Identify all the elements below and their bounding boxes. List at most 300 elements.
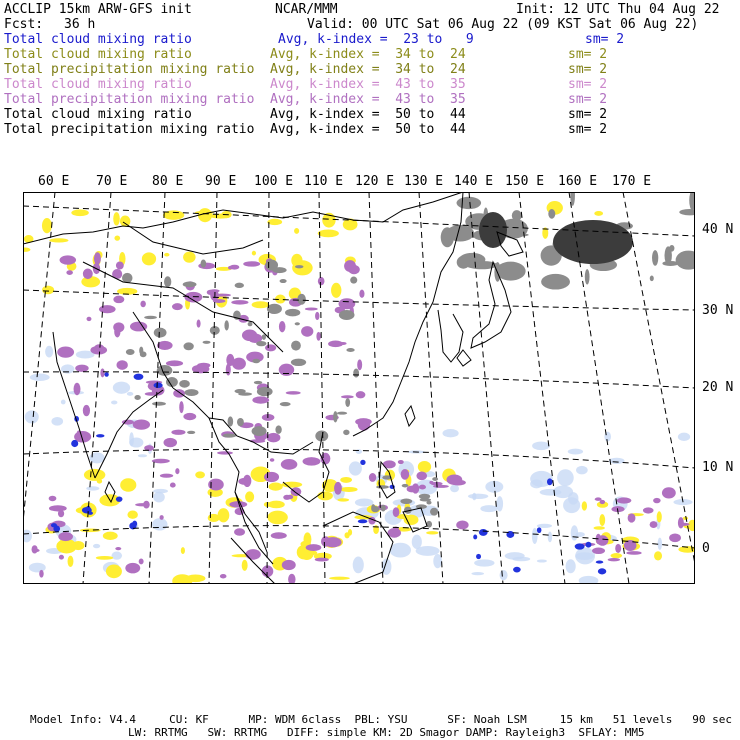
light-blue-cloud-patch (468, 494, 488, 499)
gray-cloud-patch (187, 431, 195, 434)
yellow-precip-patch (404, 515, 419, 525)
purple-precip-patch (626, 551, 641, 555)
gray-cloud-patch (432, 477, 438, 481)
yellow-precip-patch (120, 478, 136, 491)
light-blue-cloud-patch (579, 576, 599, 584)
purple-precip-patch (271, 532, 287, 539)
gray-cloud-patch (548, 209, 555, 219)
purple-precip-patch (59, 555, 64, 560)
purple-precip-patch (669, 534, 681, 543)
light-blue-cloud-patch (93, 544, 100, 548)
light-blue-cloud-patch (540, 489, 562, 496)
field-smoothing: sm= 2 (568, 77, 608, 92)
blue-cloud-speck (360, 460, 365, 465)
purple-precip-patch (60, 255, 77, 264)
light-blue-cloud-patch (557, 469, 574, 486)
gray-cloud-patch (184, 389, 198, 396)
purple-precip-patch (265, 344, 276, 351)
light-blue-cloud-patch (443, 429, 459, 437)
purple-precip-patch (286, 391, 301, 395)
purple-precip-patch (226, 364, 231, 376)
yellow-precip-patch (268, 501, 285, 509)
purple-precip-patch (267, 433, 281, 442)
blue-cloud-speck (154, 383, 163, 388)
gray-cloud-patch (238, 392, 252, 395)
yellow-precip-patch (71, 209, 89, 216)
gray-cloud-patch (235, 283, 244, 288)
purple-precip-patch (166, 360, 183, 366)
lon-label: 70 E (96, 174, 128, 189)
purple-precip-patch (133, 419, 150, 429)
purple-precip-patch (318, 277, 325, 285)
yellow-precip-patch (329, 577, 350, 580)
purple-precip-patch (57, 347, 74, 358)
yellow-precip-patch (113, 212, 120, 225)
gray-cloud-patch (252, 426, 267, 436)
blue-cloud-speck (96, 434, 104, 437)
light-blue-cloud-patch (604, 432, 611, 442)
purple-precip-patch (341, 395, 354, 398)
map-panel (23, 192, 695, 584)
light-blue-cloud-patch (480, 505, 497, 512)
purple-precip-patch (334, 482, 342, 495)
purple-precip-patch (305, 307, 318, 310)
yellow-precip-patch (657, 511, 662, 522)
yellow-precip-patch (127, 511, 137, 519)
purple-precip-patch (653, 498, 661, 503)
yellow-precip-patch (183, 252, 196, 263)
gray-cloud-patch (126, 349, 135, 355)
gray-cloud-patch (291, 359, 306, 366)
purple-precip-patch (393, 507, 400, 517)
purple-precip-patch (170, 483, 176, 488)
gray-cloud-patch (285, 309, 300, 317)
yellow-precip-patch (267, 219, 282, 225)
purple-precip-patch (401, 469, 409, 480)
yellow-precip-patch (114, 235, 120, 240)
yellow-precip-patch (282, 482, 303, 488)
field-layer (23, 192, 695, 584)
light-blue-cloud-patch (678, 433, 690, 441)
purple-precip-patch (163, 438, 177, 447)
lon-label: 170 E (612, 174, 652, 189)
yellow-precip-patch (340, 477, 352, 483)
purple-precip-patch (173, 389, 185, 398)
field-k-index-range: Avg, k-index = 43 to 35 (270, 77, 466, 92)
gray-cloud-patch (446, 225, 474, 242)
light-blue-cloud-patch (471, 572, 484, 575)
light-blue-cloud-patch (29, 563, 46, 573)
gray-cloud-patch (400, 499, 412, 504)
purple-precip-patch (281, 459, 298, 470)
yellow-precip-patch (688, 520, 695, 531)
purple-precip-patch (75, 365, 88, 372)
lat-label: 30 N (702, 303, 734, 318)
blue-cloud-speck (547, 478, 553, 485)
gray-cloud-patch (652, 250, 658, 266)
yellow-precip-patch (318, 230, 339, 238)
blue-cloud-speck (51, 523, 57, 527)
lon-label: 90 E (205, 174, 237, 189)
purple-precip-patch (215, 294, 231, 297)
light-blue-cloud-patch (500, 570, 508, 580)
gray-cloud-patch (337, 412, 347, 415)
gray-cloud-patch (265, 260, 278, 271)
purple-precip-patch (39, 570, 43, 578)
gray-cloud-patch (333, 411, 338, 422)
blue-cloud-speck (479, 529, 488, 536)
purple-precip-patch (83, 269, 93, 280)
blue-cloud-speck (575, 543, 585, 549)
gray-cloud-patch (650, 276, 654, 282)
gray-cloud-patch (228, 416, 234, 426)
gray-cloud-patch (541, 274, 570, 290)
light-blue-cloud-patch (609, 458, 625, 464)
gray-cloud-patch (237, 418, 244, 426)
gray-cloud-patch (179, 380, 190, 388)
purple-precip-patch (83, 405, 90, 416)
purple-precip-patch (115, 547, 121, 550)
gray-cloud-patch (350, 277, 357, 284)
forecast-hours: 36 h (64, 17, 96, 32)
purple-precip-patch (643, 507, 654, 513)
light-blue-cloud-patch (548, 532, 552, 543)
light-blue-cloud-patch (532, 528, 538, 544)
purple-precip-patch (456, 520, 468, 529)
gray-cloud-patch (420, 498, 431, 501)
gray-cloud-patch (509, 233, 528, 236)
yellow-precip-patch (593, 526, 605, 530)
gray-cloud-patch (345, 398, 350, 407)
purple-precip-patch (49, 505, 67, 511)
gray-cloud-patch (376, 485, 389, 489)
blue-cloud-speck (585, 542, 591, 548)
purple-precip-patch (369, 473, 376, 482)
purple-precip-patch (117, 360, 128, 370)
lon-line-140 (469, 192, 503, 584)
purple-precip-patch (592, 548, 605, 555)
blue-cloud-speck (104, 372, 108, 377)
light-blue-cloud-patch (127, 392, 133, 396)
purple-precip-patch (291, 487, 302, 496)
purple-precip-patch (209, 289, 219, 292)
gray-cloud-patch (184, 342, 194, 350)
yellow-precip-patch (252, 301, 270, 308)
light-blue-cloud-patch (23, 530, 32, 543)
purple-precip-patch (662, 487, 676, 498)
gray-cloud-patch (122, 273, 132, 283)
forecast-label: Fcst: (4, 17, 44, 32)
yellow-precip-patch (84, 469, 105, 481)
field-smoothing: sm= 2 (568, 92, 608, 107)
blue-cloud-speck (476, 554, 481, 559)
gray-cloud-patch (183, 282, 197, 288)
yellow-precip-patch (348, 529, 352, 536)
purple-precip-patch (125, 563, 140, 574)
map-plot (23, 192, 695, 584)
purple-precip-patch (90, 346, 107, 355)
purple-precip-patch (419, 485, 426, 490)
purple-precip-patch (608, 558, 620, 561)
purple-precip-patch (359, 290, 364, 298)
light-blue-cloud-patch (537, 559, 547, 562)
purple-precip-patch (228, 266, 233, 270)
yellow-precip-patch (252, 251, 256, 256)
purple-precip-patch (140, 301, 146, 308)
purple-precip-patch (231, 300, 248, 304)
yellow-precip-patch (331, 283, 341, 298)
yellow-precip-patch (269, 483, 283, 491)
purple-precip-patch (283, 495, 290, 500)
light-blue-cloud-patch (568, 449, 583, 455)
field-name: Total cloud mixing ratio (4, 47, 192, 62)
light-blue-cloud-patch (111, 401, 117, 405)
blue-cloud-speck (596, 561, 603, 564)
purple-precip-patch (220, 574, 227, 578)
purple-precip-patch (315, 312, 319, 320)
field-k-index-range: Avg, k-index = 50 to 44 (270, 122, 466, 137)
purple-precip-patch (306, 544, 322, 551)
purple-precip-patch (315, 558, 329, 562)
yellow-precip-patch (142, 252, 156, 265)
purple-precip-patch (270, 458, 275, 462)
yellow-precip-patch (218, 508, 230, 522)
asia-north-border (23, 192, 463, 244)
purple-precip-patch (179, 401, 183, 413)
gray-cloud-patch (252, 359, 260, 364)
purple-precip-patch (184, 292, 202, 303)
purple-precip-patch (597, 535, 609, 546)
light-blue-cloud-patch (25, 410, 39, 423)
light-blue-cloud-patch (575, 547, 595, 564)
light-blue-cloud-patch (505, 552, 525, 559)
gray-cloud-patch (291, 341, 301, 351)
blue-cloud-speck (116, 496, 123, 501)
light-blue-cloud-patch (433, 554, 442, 568)
light-blue-cloud-patch (138, 454, 147, 457)
gray-cloud-patch (164, 276, 171, 287)
purple-precip-patch (175, 468, 179, 474)
gray-cloud-patch (275, 425, 281, 434)
lat-label: 10 N (702, 460, 734, 475)
lon-label: 110 E (304, 174, 344, 189)
blue-cloud-speck (71, 440, 78, 447)
light-blue-cloud-patch (112, 551, 123, 559)
gray-cloud-patch (585, 269, 590, 284)
purple-precip-patch (615, 544, 621, 553)
light-blue-cloud-patch (576, 466, 588, 475)
gray-cloud-patch (203, 341, 211, 344)
gray-cloud-patch (381, 505, 386, 512)
purple-precip-patch (66, 270, 72, 275)
light-blue-cloud-patch (496, 496, 503, 511)
lon-label: 120 E (355, 174, 395, 189)
yellow-precip-patch (611, 553, 623, 558)
yellow-precip-patch (42, 218, 52, 233)
field-name: Total precipitation mixing ratio (4, 122, 255, 137)
purple-precip-patch (412, 483, 419, 493)
lon-label: 130 E (404, 174, 444, 189)
purple-precip-patch (49, 496, 57, 502)
purple-precip-patch (650, 521, 658, 528)
light-blue-cloud-patch (51, 417, 63, 426)
purple-precip-patch (252, 396, 269, 403)
lat-label: 40 N (702, 222, 734, 237)
yellow-precip-patch (68, 556, 74, 567)
light-blue-cloud-patch (113, 382, 130, 394)
purple-precip-patch (356, 391, 366, 398)
sumatra (231, 538, 275, 584)
lon-label: 80 E (152, 174, 184, 189)
field-name: Total cloud mixing ratio (4, 77, 192, 92)
gray-cloud-patch (248, 322, 253, 326)
light-blue-cloud-patch (575, 532, 584, 537)
purple-precip-patch (135, 503, 149, 506)
purple-precip-patch (58, 532, 73, 541)
light-blue-cloud-patch (532, 442, 550, 451)
purple-precip-patch (301, 326, 313, 337)
gray-cloud-patch (353, 369, 359, 378)
dark-cloud-core (479, 212, 507, 248)
gray-cloud-patch (280, 402, 291, 406)
gray-cloud-patch (152, 402, 166, 406)
blue-cloud-speck (537, 527, 542, 533)
field-k-index-range: Avg, k-index = 34 to 24 (270, 62, 466, 77)
gray-cloud-patch (257, 387, 273, 396)
gray-cloud-patch (676, 251, 695, 270)
light-blue-cloud-patch (568, 492, 578, 505)
lon-label: 60 E (38, 174, 70, 189)
yellow-precip-patch (683, 517, 688, 520)
internal-border-3 (123, 222, 263, 254)
purple-precip-patch (321, 536, 330, 546)
light-blue-cloud-patch (30, 374, 50, 382)
light-blue-cloud-patch (153, 489, 168, 493)
gray-cloud-patch (371, 506, 379, 512)
lon-line-70 (83, 192, 111, 584)
lon-line-170 (623, 192, 695, 564)
field-name: Total cloud mixing ratio (4, 107, 192, 122)
lon-label: 100 E (254, 174, 294, 189)
purple-precip-patch (628, 513, 636, 522)
center-label: NCAR/MMM (275, 2, 338, 17)
purple-precip-patch (172, 303, 183, 310)
yellow-precip-patch (49, 238, 68, 242)
lat-label: 20 N (702, 380, 734, 395)
purple-precip-patch (678, 517, 684, 528)
yellow-precip-patch (317, 491, 332, 500)
yellow-precip-patch (23, 247, 30, 251)
lon-line-90 (209, 192, 217, 584)
purple-precip-patch (139, 558, 144, 564)
gray-cloud-patch (267, 304, 282, 314)
field-smoothing: sm= 2 (568, 122, 608, 137)
field-smoothing: sm= 2 (568, 107, 608, 122)
yellow-precip-patch (294, 228, 299, 234)
purple-precip-patch (416, 471, 427, 480)
light-blue-cloud-patch (45, 346, 53, 358)
purple-precip-patch (160, 515, 164, 520)
light-blue-cloud-patch (61, 400, 66, 405)
gray-cloud-patch (256, 341, 266, 346)
purple-precip-patch (617, 497, 632, 503)
yellow-precip-patch (96, 556, 113, 560)
purple-precip-patch (100, 368, 104, 377)
gray-cloud-patch (426, 521, 432, 528)
valid-time: Valid: 00 UTC Sat 06 Aug 22 (09 KST Sat 06 Aug 22) (307, 17, 699, 32)
purple-precip-patch (282, 560, 296, 570)
yellow-precip-patch (594, 211, 603, 216)
purple-precip-patch (94, 252, 101, 265)
yellow-precip-patch (245, 491, 254, 502)
plot-title: ACCLIP 15km ARW-GFS init (4, 2, 192, 17)
purple-precip-patch (152, 459, 170, 464)
gray-cloud-patch (295, 265, 303, 268)
gray-cloud-patch (134, 395, 140, 400)
lon-label: 160 E (558, 174, 598, 189)
gray-cloud-patch (297, 294, 306, 305)
gray-cloud-patch (224, 320, 228, 330)
field-k-index-range: Avg, k-index = 23 to 9 (278, 32, 474, 47)
yellow-precip-patch (582, 501, 587, 510)
purple-precip-patch (113, 296, 124, 304)
purple-precip-patch (357, 359, 362, 370)
yellow-precip-patch (186, 574, 206, 582)
purple-precip-patch (157, 341, 173, 350)
field-smoothing: sm= 2 (568, 47, 608, 62)
gray-cloud-patch (339, 310, 355, 320)
field-name: Total precipitation mixing ratio (4, 62, 255, 77)
gray-cloud-patch (254, 381, 262, 384)
purple-precip-patch (116, 262, 124, 270)
purple-precip-patch (344, 260, 356, 272)
light-blue-cloud-patch (412, 535, 422, 549)
purple-precip-patch (243, 261, 260, 266)
gray-cloud-patch (139, 347, 143, 355)
purple-precip-patch (303, 457, 321, 466)
purple-precip-patch (183, 413, 196, 420)
purple-precip-patch (197, 320, 201, 328)
purple-precip-patch (316, 332, 320, 341)
yellow-precip-patch (654, 551, 662, 560)
blue-cloud-speck (598, 568, 606, 574)
purple-precip-patch (113, 322, 124, 332)
purple-precip-patch (160, 474, 173, 478)
field-k-index-range: Avg, k-index = 34 to 24 (270, 47, 466, 62)
lat-label: 0 (702, 541, 710, 556)
gray-cloud-patch (280, 279, 287, 283)
blue-cloud-speck (134, 374, 144, 380)
gray-cloud-patch (223, 433, 237, 437)
purple-precip-patch (87, 317, 92, 321)
purple-precip-patch (288, 574, 295, 584)
gray-cloud-patch (210, 326, 220, 335)
yellow-precip-patch (337, 498, 349, 501)
purple-precip-patch (74, 383, 81, 395)
purple-precip-patch (217, 451, 233, 454)
light-blue-cloud-patch (472, 493, 476, 501)
purple-precip-patch (208, 479, 224, 491)
light-blue-cloud-patch (153, 492, 165, 503)
yellow-precip-patch (42, 286, 54, 295)
gray-cloud-patch (457, 197, 482, 209)
model-info-line1: Model Info: V4.4 CU: KF MP: WDM 6class PBL: YSU SF: Noah LSM 15 km 51 levels 90 sec (30, 713, 732, 726)
purple-precip-patch (398, 460, 404, 464)
light-blue-cloud-patch (355, 498, 374, 506)
gray-cloud-patch (430, 508, 438, 516)
yellow-precip-patch (340, 487, 357, 492)
light-blue-cloud-patch (353, 557, 364, 574)
